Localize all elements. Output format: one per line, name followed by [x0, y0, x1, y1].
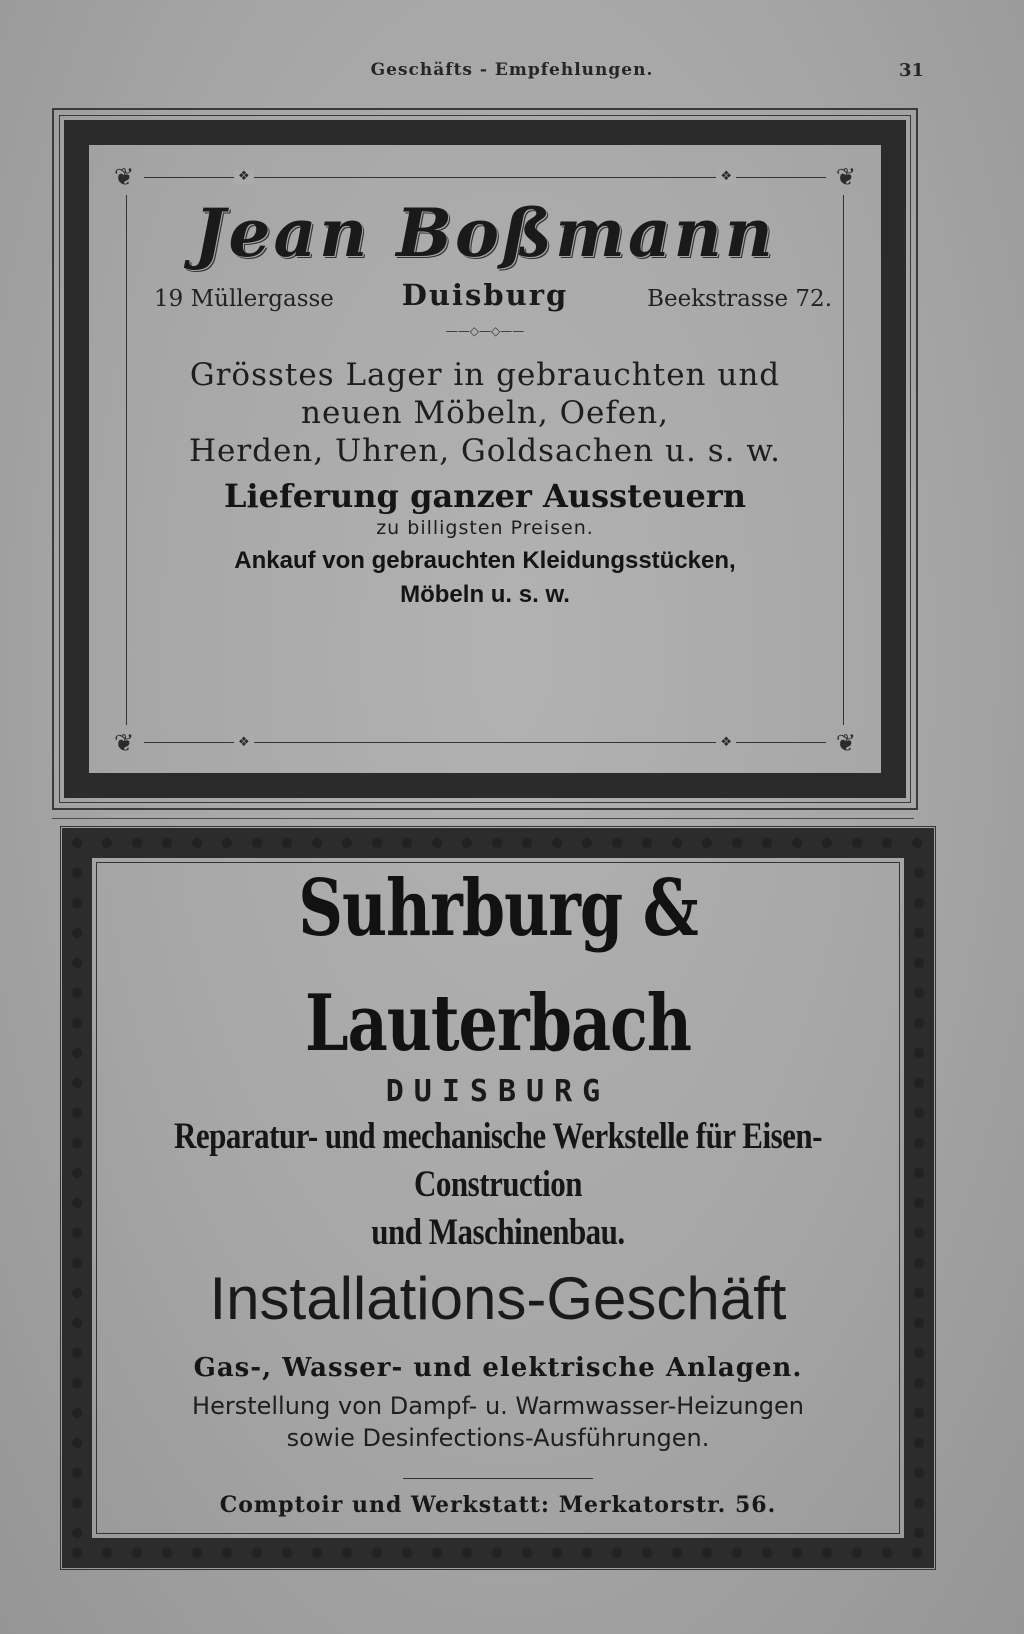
- rule-ornament-icon: ❖: [234, 170, 254, 184]
- heating-line: Herstellung von Dampf- u. Warmwasser-Heizungen: [192, 1392, 804, 1420]
- address-right: Beekstrasse 72.: [647, 286, 832, 312]
- ornament-border-bottom: [64, 773, 906, 798]
- address-left: 19 Müllergasse: [154, 286, 334, 312]
- corner-flourish-icon: ❦: [114, 729, 135, 757]
- repair-line: Reparatur- und mechanische Werkstelle für Eisen-Construction: [174, 1114, 822, 1205]
- advert-suhrburg-content: [104, 862, 892, 1521]
- address-city: Duisburg: [401, 278, 569, 312]
- heating-text: [104, 1390, 892, 1454]
- purchase-text: [114, 544, 856, 612]
- purchase-line: Ankauf von gebrauchten Kleidungsstücken,: [234, 547, 736, 574]
- rule-ornament-icon: ❖: [716, 736, 736, 750]
- ornament-border-right: [904, 858, 934, 1538]
- installation-heading: Installations-Geschäft: [209, 1265, 787, 1332]
- address-line: [114, 278, 856, 318]
- page-number: 31: [898, 60, 924, 81]
- merchant-name: Jean Boßmann: [194, 194, 776, 272]
- ornament-border-bottom: [62, 1538, 934, 1568]
- small-divider-ornament-icon: ——◇—◇——: [445, 324, 525, 338]
- running-title: Geschäfts - Empfehlungen.: [370, 60, 654, 80]
- firm-name: Suhrburg & Lauterbach: [298, 862, 698, 1069]
- rule-ornament-icon: ❖: [234, 736, 254, 750]
- stock-line: Herden, Uhren, Goldsachen u. s. w.: [188, 433, 782, 469]
- firm-city: DUISBURG: [385, 1074, 611, 1109]
- ornament-border-left: [62, 858, 92, 1538]
- ornament-border-right: [881, 145, 906, 773]
- corner-flourish-icon: ❦: [114, 163, 135, 191]
- advert-bossmann: [52, 108, 918, 810]
- stock-line: Grösstes Lager in gebrauchten und: [189, 357, 781, 393]
- corner-flourish-icon: ❦: [835, 163, 856, 191]
- ornament-border-left: [64, 145, 89, 773]
- prices-line: zu billigsten Preisen.: [376, 517, 594, 539]
- office-address: Comptoir und Werkstatt: Merkatorstr. 56.: [219, 1492, 777, 1518]
- stock-text: [114, 356, 856, 470]
- advert-separator: [52, 818, 914, 819]
- advert-suhrburg-lauterbach: [60, 826, 936, 1570]
- stock-line: neuen Möbeln, Oefen,: [300, 395, 670, 431]
- advert-bossmann-content: [114, 190, 856, 612]
- delivery-heading: Lieferung ganzer Aussteuern: [224, 477, 746, 515]
- rule-ornament-icon: ❖: [716, 170, 736, 184]
- heating-line: sowie Desinfections-Ausführungen.: [286, 1424, 710, 1452]
- purchase-line: Möbeln u. s. w.: [400, 581, 570, 608]
- repair-line: und Maschinenbau.: [371, 1210, 625, 1253]
- gas-water-electric-line: Gas-, Wasser- und elektrische Anlagen.: [193, 1353, 803, 1383]
- ornament-border-top: [64, 120, 906, 145]
- corner-flourish-icon: ❦: [835, 729, 856, 757]
- repair-text: [104, 1112, 892, 1256]
- office-rule: [403, 1478, 593, 1479]
- running-header: [0, 58, 1024, 88]
